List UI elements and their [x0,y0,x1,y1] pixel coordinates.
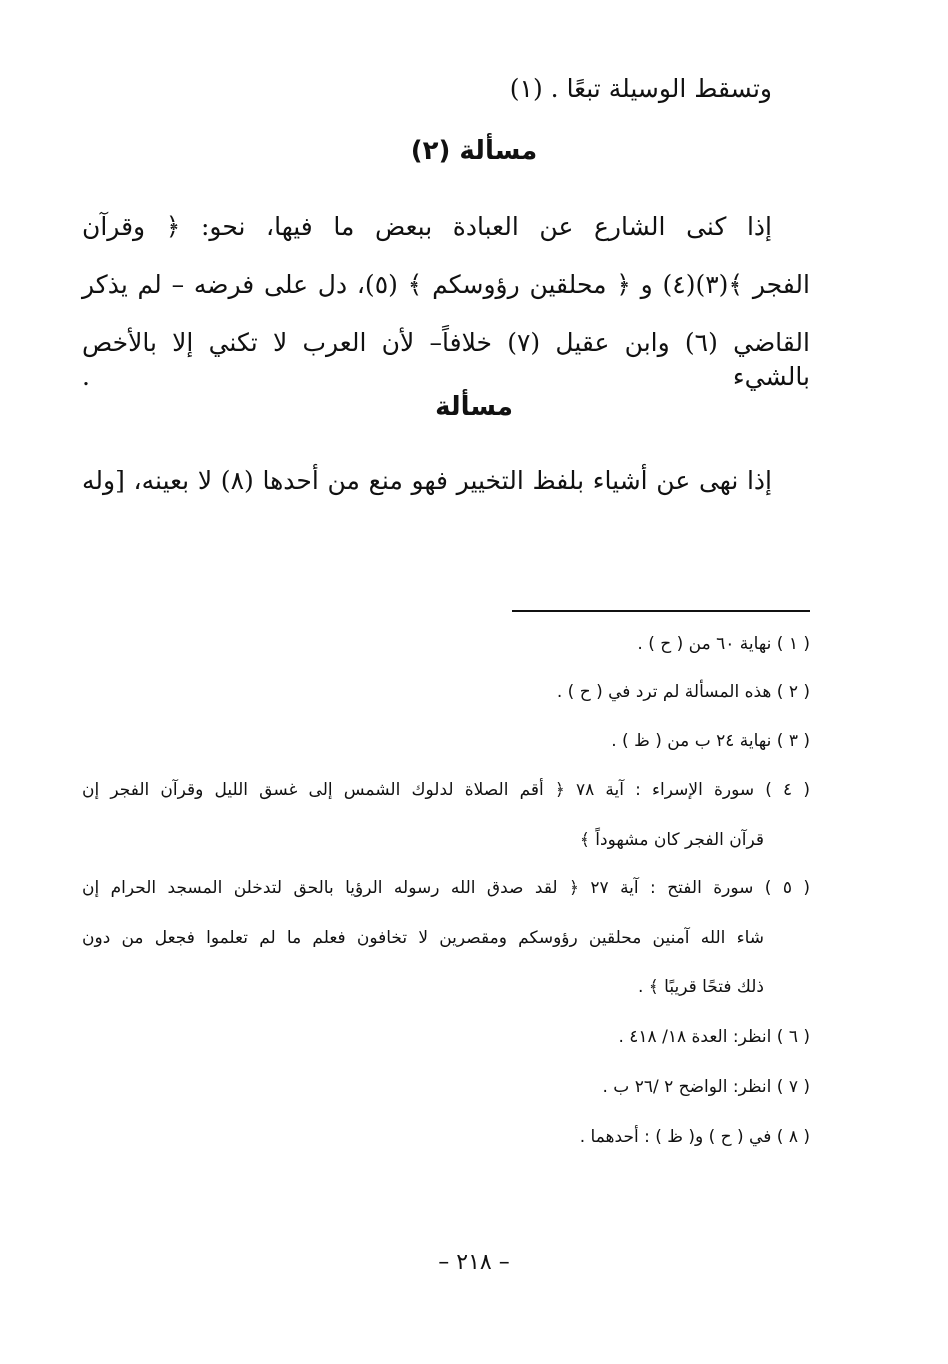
footnote-2: ( ٢ ) هذه المسألة لم ترد في ( ح ) . [556,682,810,702]
footnote-4-line-2: قرآن الفجر كان مشهوداً ﴾ [579,830,764,850]
para1-line-1: إذا كنى الشارع عن العبادة ببعض ما فيها، نحو: ﴿ وقرآن [82,212,772,241]
footnote-3: ( ٣ ) نهاية ٢٤ ب من ( ظ ) . [611,731,810,751]
body-line-1: وتسقط الوسيلة تبعًا . (١) [509,74,772,103]
para1-line-3: القاضي (٦) وابن عقيل (٧) خلافاً– لأن العرب لا تكني إلا بالأخص بالشيء . [82,328,810,391]
heading-masala-1: مسألة (٢) [410,136,538,166]
heading-masala-2: مسألة [435,392,513,422]
footnote-6: ( ٦ ) انظر: العدة ١٨/ ٤١٨ . [618,1027,810,1047]
footnote-1: ( ١ ) نهاية ٦٠ من ( ح ) . [637,634,810,654]
page-number: – ٢١٨ – [438,1250,510,1275]
para2-line-1: إذا نهى عن أشياء بلفظ التخيير فهو منع من أحدها (٨) لا بعينه، [وله [82,466,773,495]
footnote-4-line-1: ( ٤ ) سورة الإسراء : آية ٧٨ ﴿ أقم الصلاة لدلوك الشمس إلى غسق الليل وقرآن الفجر إن [82,780,810,800]
footnote-8: ( ٨ ) في ( ح ) و( ظ ) : أحدهما . [579,1127,810,1147]
footnote-separator [512,610,810,612]
footnote-5-line-3: ذلك فتحًا قريبًا ﴾ . [637,977,764,997]
footnote-5-line-1: ( ٥ ) سورة الفتح : آية ٢٧ ﴿ لقد صدق الله رسوله الرؤيا بالحق لتدخلن المسجد الحرام إن [82,878,810,898]
footnote-5-line-2: شاء الله آمنين محلقين رؤوسكم ومقصرين لا تخافون فعلم ما لم تعلموا فجعل من دون [82,928,764,948]
para1-line-2: الفجر ﴾(٣)(٤) و ﴿ محلقين رؤوسكم ﴾ (٥)، دل على فرضه – لم يذكر [82,270,810,299]
footnote-7: ( ٧ ) انظر: الواضح ٢ /٢٦ ب . [602,1077,810,1097]
